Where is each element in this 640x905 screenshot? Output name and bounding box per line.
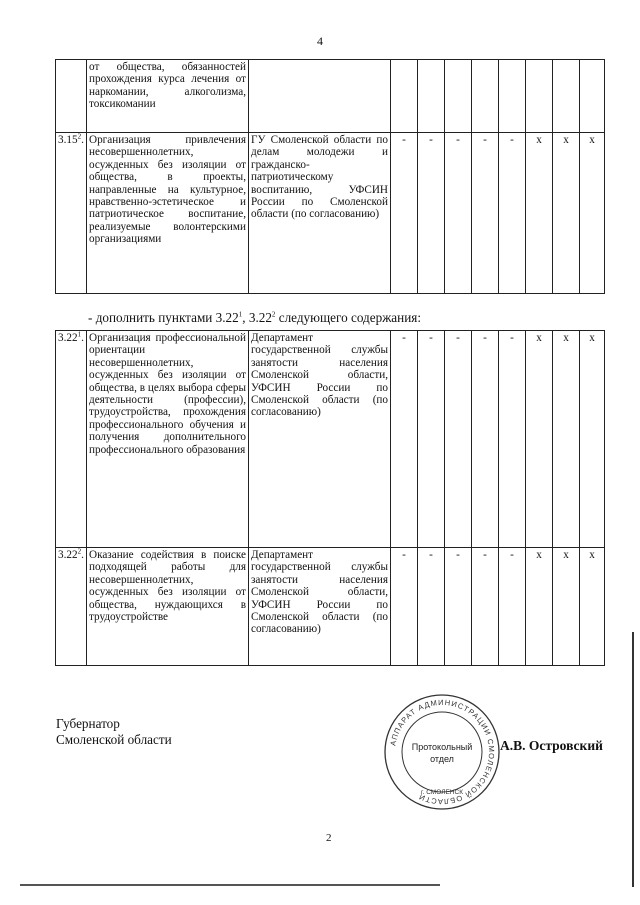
action-plan-table-1 [55, 59, 605, 294]
mark-cell: - [499, 548, 526, 666]
governor-title [56, 716, 172, 748]
row-number: 3.15$^2$. [56, 133, 87, 294]
official-stamp [382, 692, 502, 812]
mark-cell: - [418, 133, 445, 294]
mark-cell: - [391, 133, 418, 294]
mark-cell: х [580, 548, 605, 666]
mark-cell: - [391, 548, 418, 666]
stamp-inner-line-2: отдел [430, 754, 454, 764]
mark-cell: - [445, 548, 472, 666]
action-cell: от общества, обязанностей прохождения курса лечения от наркомании, алкоголизма, токсикомании [87, 60, 249, 133]
mark-cell: - [472, 548, 499, 666]
mark-cell: х [580, 331, 605, 548]
mark-cell: х [526, 133, 553, 294]
mark-cell [472, 60, 499, 133]
mark-cell [445, 60, 472, 133]
mark-cell: - [418, 548, 445, 666]
mark-cell: - [472, 331, 499, 548]
row-number [56, 60, 87, 133]
executor-cell: ГУ Смоленской области по делам молодежи и гражданско-патриотическому воспитанию, УФСИН России по Смоленской области (по согласованию) [249, 133, 391, 294]
governor-line: Губернатор [56, 716, 120, 731]
mark-cell [418, 60, 445, 133]
mark-cell: - [499, 331, 526, 548]
mark-cell: - [472, 133, 499, 294]
table-row [56, 548, 605, 666]
table-row [56, 331, 605, 548]
insertion-caption: - дополнить пунктами 3.22$^1$, 3.22$^2$ следующего содержания: [88, 310, 421, 325]
row-number: 3.22$^2$. [56, 548, 87, 666]
action-plan-table-2 [55, 330, 605, 666]
mark-cell [499, 60, 526, 133]
row-number: 3.22$^1$. [56, 331, 87, 548]
page-number: 4 [317, 34, 323, 48]
stamp-inner-line-1: Протокольный [411, 742, 473, 752]
executor-cell: Департамент государственной службы занятости населения Смоленской области, УФСИН России по Смоленской области (по согласованию) [249, 331, 391, 548]
mark-cell: х [526, 331, 553, 548]
mark-cell: х [553, 331, 580, 548]
executor-cell: Департамент государственной службы занятости населения Смоленской области, УФСИН России по Смоленской области (по согласованию) [249, 548, 391, 666]
mark-cell: - [418, 331, 445, 548]
mark-cell [580, 60, 605, 133]
mark-cell: - [499, 133, 526, 294]
region-line: Смоленской области [56, 732, 172, 747]
signer-name: А.В. Островский [500, 738, 603, 753]
action-cell: Оказание содействия в поиске подходящей работы для несовершеннолетних, осужденных без изоляции от общества, нуждающихся в трудоустройстве [87, 548, 249, 666]
mark-cell: - [445, 331, 472, 548]
margin-mark: 2 [326, 832, 332, 844]
stamp-city: г. СМОЛЕНСК [421, 789, 463, 796]
mark-cell: - [391, 331, 418, 548]
action-cell: Организация привлечения несовершеннолетних, осужденных без изоляции от общества, в проекты, направленные на культурное, нравственно-эстетическое и патриотическое воспитание, реализуемые волонтерскими организациями [87, 133, 249, 294]
mark-cell [391, 60, 418, 133]
mark-cell [553, 60, 580, 133]
scan-edge-line [632, 632, 634, 887]
stamp-ring-text: АППАРАТ АДМИНИСТРАЦИИ СМОЛЕНСКОЙ ОБЛАСТИ [388, 697, 497, 807]
mark-cell: х [526, 548, 553, 666]
mark-cell [526, 60, 553, 133]
table-row [56, 60, 605, 133]
mark-cell: - [445, 133, 472, 294]
mark-cell: х [580, 133, 605, 294]
executor-cell [249, 60, 391, 133]
mark-cell: х [553, 133, 580, 294]
action-cell: Организация профессиональной ориентации несовершеннолетних, осужденных без изоляции от общества, в целях выбора сферы деятельности (профессии), трудоустройства, прохождения профессионального обучения и получения дополнительного профессионального образования [87, 331, 249, 548]
table-row [56, 133, 605, 294]
mark-cell: х [553, 548, 580, 666]
scan-bottom-line [20, 884, 440, 886]
